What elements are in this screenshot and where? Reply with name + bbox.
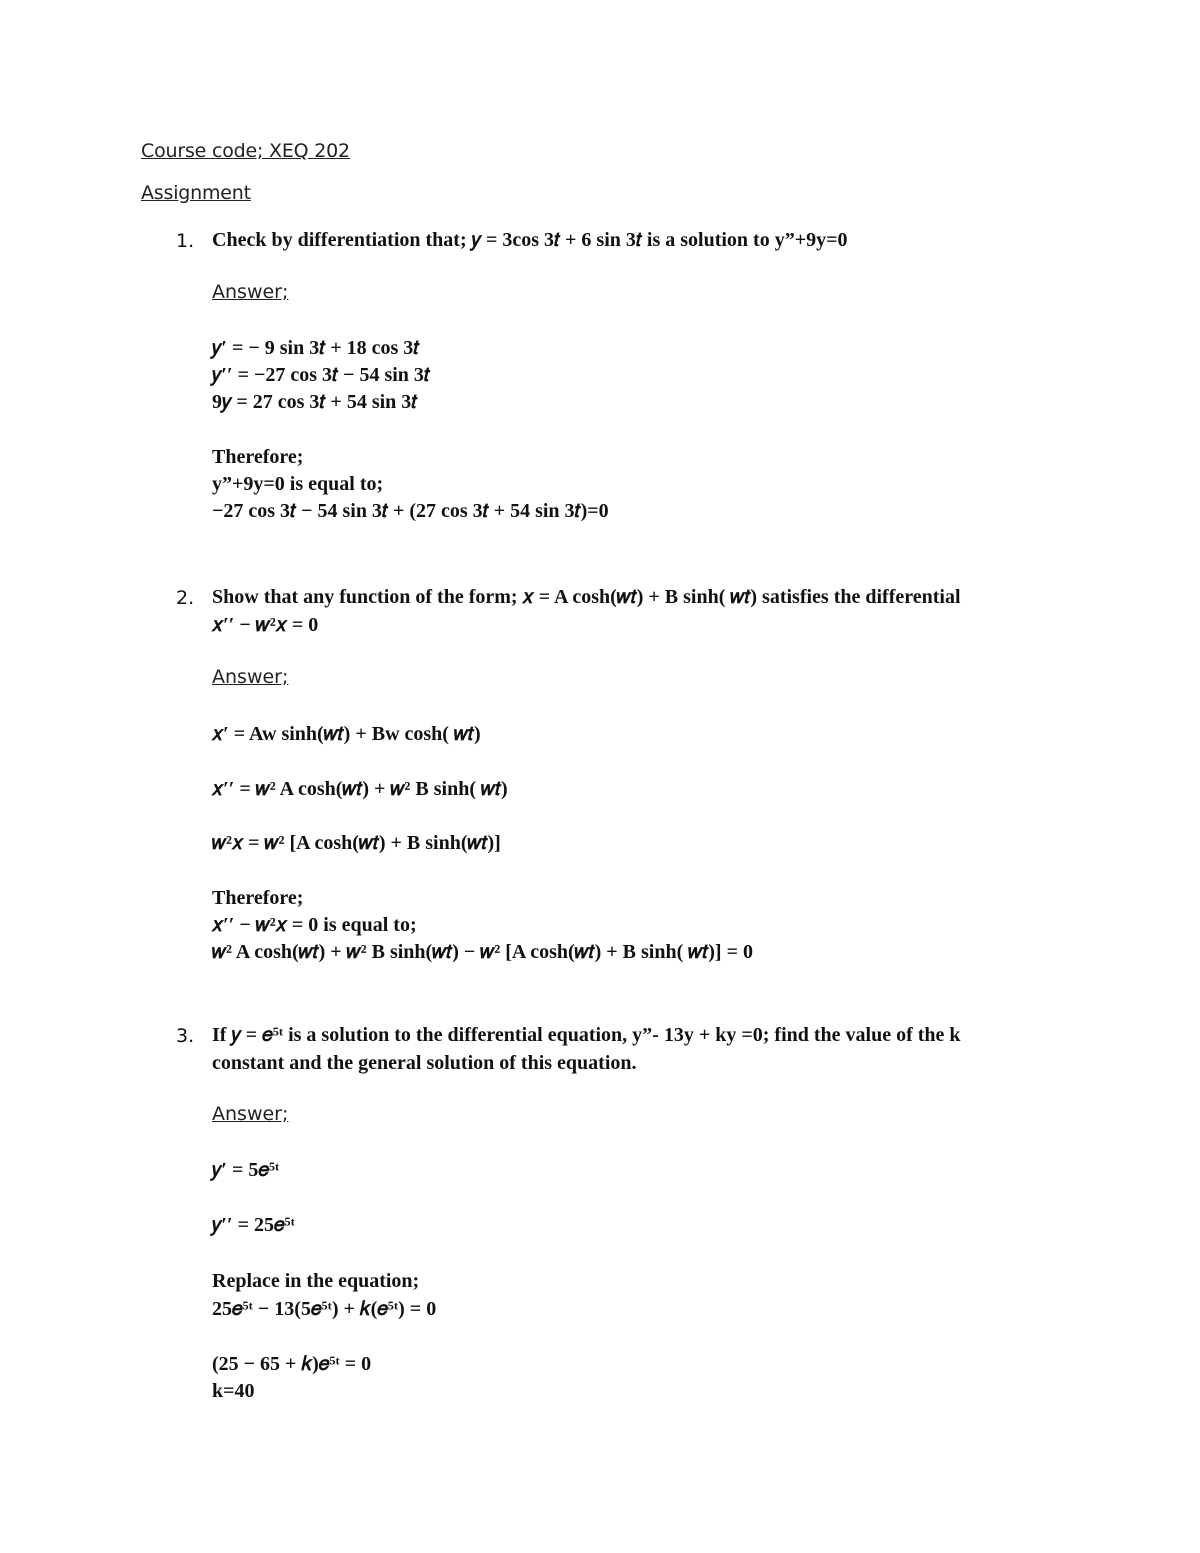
- course-code-heading: Course code; XEQ 202: [141, 140, 350, 162]
- answer-label: Answer;: [212, 1103, 289, 1125]
- conclusion-line: Replace in the equation;: [212, 1270, 420, 1292]
- answer-label: Answer;: [212, 281, 289, 303]
- derivation-step: 𝑦′′ = 25𝑒⁵ᵗ: [212, 1214, 295, 1236]
- conclusion-line: 𝑥′′ − 𝑤²𝑥 = 0 is equal to;: [212, 914, 417, 936]
- derivation-step: 𝑦′ = − 9 sin 3𝑡 + 18 cos 3𝑡: [212, 337, 420, 359]
- conclusion-line: (25 − 65 + 𝑘)𝑒⁵ᵗ = 0: [212, 1353, 372, 1375]
- question-3-prompt: constant and the general solution of this equation.: [212, 1052, 637, 1074]
- question-2-prompt: Show that any function of the form; 𝑥 = A cosh(𝑤𝑡) + B sinh( 𝑤𝑡) satisfies the differential: [212, 586, 961, 608]
- conclusion-line: 𝑤² A cosh(𝑤𝑡) + 𝑤² B sinh(𝑤𝑡) − 𝑤² [A cosh(𝑤𝑡) + B sinh( 𝑤𝑡)] = 0: [212, 941, 753, 963]
- question-number: 3.: [176, 1025, 195, 1047]
- answer-label: Answer;: [212, 666, 289, 688]
- conclusion-line: −27 cos 3𝑡 − 54 sin 3𝑡 + (27 cos 3𝑡 + 54 sin 3𝑡)=0: [212, 500, 609, 522]
- derivation-step: 9𝑦 = 27 cos 3𝑡 + 54 sin 3𝑡: [212, 391, 418, 413]
- question-number: 1.: [176, 230, 195, 252]
- assignment-heading: Assignment: [141, 182, 251, 204]
- conclusion-line: Therefore;: [212, 446, 304, 468]
- derivation-step: 𝑦′′ = −27 cos 3𝑡 − 54 sin 3𝑡: [212, 364, 430, 386]
- question-1-prompt: Check by differentiation that; 𝑦 = 3cos 3𝑡 + 6 sin 3𝑡 is a solution to y”+9y=0: [212, 229, 848, 251]
- derivation-step: 𝑦′ = 5𝑒⁵ᵗ: [212, 1159, 280, 1181]
- question-2-prompt-equation: 𝑥′′ − 𝑤²𝑥 = 0: [212, 614, 319, 636]
- derivation-step: 𝑥′ = Aw sinh(𝑤𝑡) + Bw cosh( 𝑤𝑡): [212, 723, 481, 745]
- conclusion-line: k=40: [212, 1380, 255, 1402]
- question-3-prompt: If 𝑦 = 𝑒⁵ᵗ is a solution to the differential equation, y”- 13y + ky =0; find the value of the k: [212, 1024, 961, 1046]
- conclusion-line: 25𝑒⁵ᵗ − 13(5𝑒⁵ᵗ) + 𝑘(𝑒⁵ᵗ) = 0: [212, 1298, 437, 1320]
- derivation-step: 𝑤²𝑥 = 𝑤² [A cosh(𝑤𝑡) + B sinh(𝑤𝑡)]: [212, 832, 501, 854]
- conclusion-line: y”+9y=0 is equal to;: [212, 473, 384, 495]
- question-number: 2.: [176, 587, 195, 609]
- derivation-step: 𝑥′′ = 𝑤² A cosh(𝑤𝑡) + 𝑤² B sinh( 𝑤𝑡): [212, 778, 508, 800]
- conclusion-line: Therefore;: [212, 887, 304, 909]
